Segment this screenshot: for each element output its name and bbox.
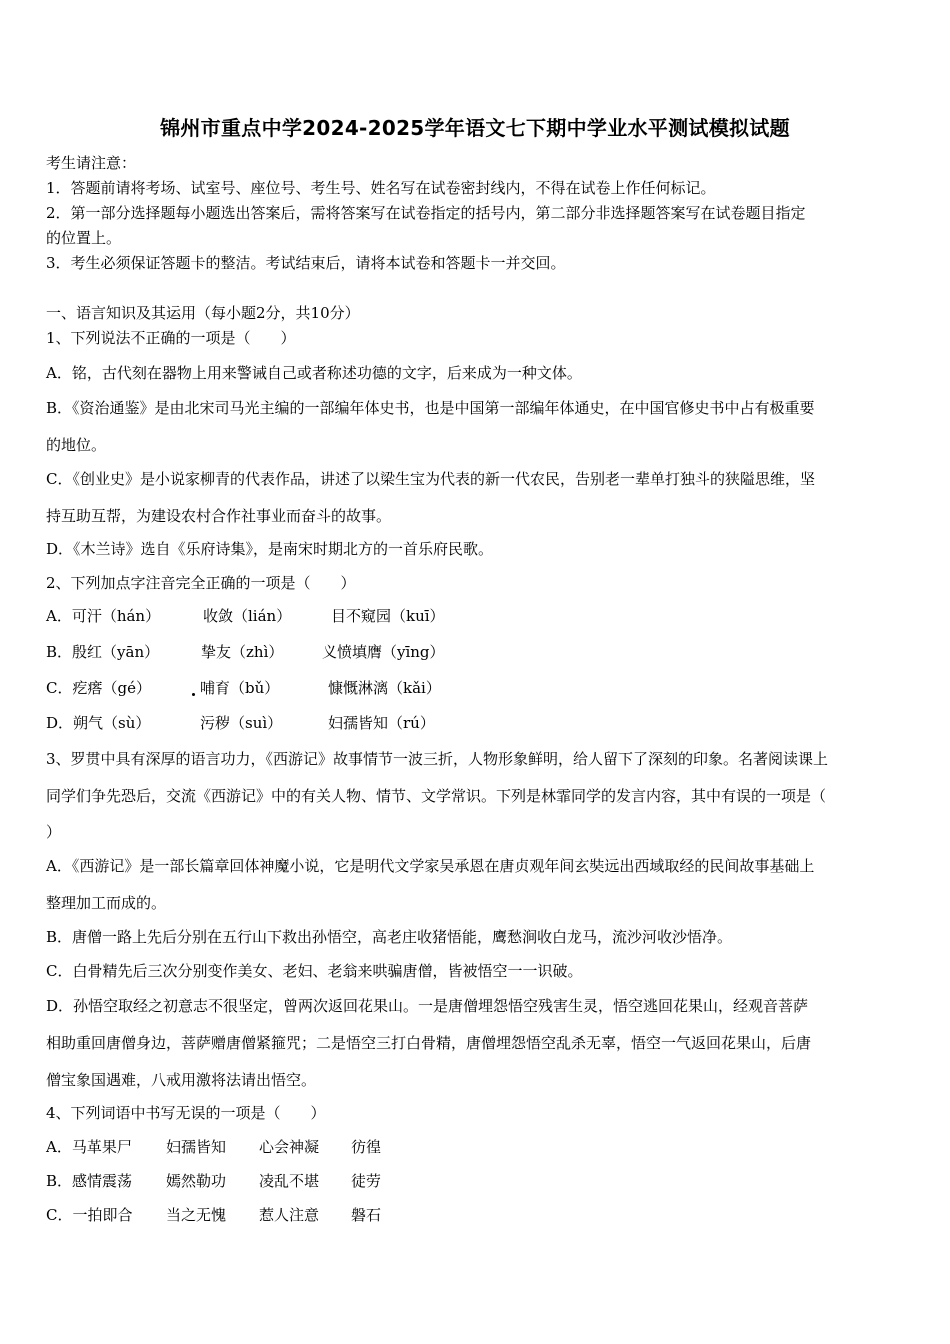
q1-option-c-cont: 持互助互帮，为建设农村合作社事业而奋斗的故事。: [46, 507, 392, 525]
q2-option-a: [46, 605, 908, 626]
notice-heading: 考生请注意：: [46, 154, 137, 172]
notice-item-2: 2．第一部分选择题每小题选出答案后，需将答案写在试卷指定的括号内，第二部分非选择题答案写在试卷题目指定: [46, 204, 806, 222]
q2-option-d: [46, 712, 908, 733]
q2-c-item-3: 慷慨淋漓（kǎi）: [328, 679, 441, 697]
notice-item-3: 3．考生必须保证答题卡的整洁。考试结束后，请将本试卷和答题卡一并交回。: [46, 254, 566, 272]
q4-b-word-2: 嫣然勒功: [166, 1172, 227, 1190]
q2-a-item-1: A．可汗（hán）: [46, 607, 161, 625]
q4-option-a: [46, 1136, 908, 1157]
q4-option-c: [46, 1204, 908, 1225]
q2-a-item-3: 目不窥园（kuī）: [331, 607, 445, 625]
q3-option-a: A．《西游记》是一部长篇章回体神魔小说，它是明代文学家吴承恩在唐贞观年间玄奘远出西域取经的民间故事基础上: [46, 857, 815, 875]
q4-stem: 4、下列词语中书写无误的一项是（ ）: [46, 1104, 326, 1122]
q4-c-word-4: 磐石: [351, 1206, 382, 1224]
q4-option-b: [46, 1170, 908, 1191]
q3-option-b: B．唐僧一路上先后分别在五行山下救出孙悟空，高老庄收猪悟能，鹰愁涧收白龙马，流沙河收沙悟净。: [46, 928, 733, 946]
q4-a-word-2: 妇孺皆知: [166, 1138, 227, 1156]
q4-b-word-4: 徒劳: [351, 1172, 382, 1190]
q2-c-item-1: C．疙瘩（gé）: [46, 679, 151, 697]
q3-option-a-cont: 整理加工而成的。: [46, 894, 167, 912]
q2-c-item-2: 哺育（bǔ）: [200, 679, 280, 697]
emphasis-dot: [192, 693, 195, 696]
q2-a-item-2: 收敛（lián）: [203, 607, 292, 625]
q1-option-a: A．铭，古代刻在器物上用来警诫自己或者称述功德的文字，后来成为一种文体。: [46, 364, 582, 382]
q2-stem: 2、下列加点字注音完全正确的一项是（ ）: [46, 574, 356, 592]
q4-c-word-3: 惹人注意: [259, 1206, 320, 1224]
q2-d-item-1: D．朔气（sù）: [46, 714, 151, 732]
q2-b-item-3: 义愤填膺（yīng）: [322, 643, 445, 661]
q3-option-d-cont-1: 相助重回唐僧身边，菩萨赠唐僧紧箍咒；二是悟空三打白骨精，唐僧埋怨悟空乱杀无辜，悟空一气返回花果山，后唐: [46, 1034, 812, 1052]
q4-a-word-4: 彷徨: [351, 1138, 382, 1156]
q1-option-d: D．《木兰诗》选自《乐府诗集》，是南宋时期北方的一首乐府民歌。: [46, 540, 494, 558]
section-heading: 一、语言知识及其运用（每小题2分，共10分）: [46, 304, 360, 322]
q3-stem-line-1: 3、罗贯中具有深厚的语言功力，《西游记》故事情节一波三折，人物形象鲜明，给人留下了深刻的印象。名著阅读课上: [46, 750, 829, 768]
q3-stem-line-3: ）: [46, 823, 62, 841]
q4-a-word-3: 心会神凝: [259, 1138, 320, 1156]
q1-option-b: B．《资治通鉴》是由北宋司马光主编的一部编年体史书，也是中国第一部编年体通史，在中国官修史书中占有极重要: [46, 399, 815, 417]
q4-c-word-2: 当之无愧: [166, 1206, 227, 1224]
q2-d-item-2: 污秽（suì）: [200, 714, 283, 732]
q4-b-word-1: B．感情震荡: [46, 1172, 133, 1190]
q2-b-item-2: 挚友（zhì）: [201, 643, 284, 661]
q1-option-b-cont: 的地位。: [46, 436, 107, 454]
q2-option-c: [46, 677, 908, 698]
q2-option-b: [46, 641, 908, 662]
q4-a-word-1: A．马革果尸: [46, 1138, 132, 1156]
q3-option-c: C．白骨精先后三次分别变作美女、老妇、老翁来哄骗唐僧，皆被悟空一一识破。: [46, 962, 583, 980]
notice-item-1: 1．答题前请将考场、试室号、座位号、考生号、姓名写在试卷密封线内，不得在试卷上作任何标记。: [46, 179, 716, 197]
notice-item-2-cont: 的位置上。: [46, 229, 122, 247]
page-title: 锦州市重点中学2024-2025学年语文七下期中学业水平测试模拟试题: [160, 116, 790, 140]
q3-stem-line-2: 同学们争先恐后，交流《西游记》中的有关人物、情节、文学常识。下列是林霏同学的发言内容，其中有误的一项是（: [46, 787, 827, 805]
q3-option-d: D．孙悟空取经之初意志不很坚定，曾两次返回花果山。一是唐僧埋怨悟空残害生灵，悟空逃回花果山，经观音菩萨: [46, 997, 809, 1015]
q4-c-word-1: C．一拍即合: [46, 1206, 133, 1224]
q1-option-c: C．《创业史》是小说家柳青的代表作品，讲述了以梁生宝为代表的新一代农民，告别老一辈单打独斗的狭隘思维，坚: [46, 470, 815, 488]
q2-b-item-1: B．殷红（yān）: [46, 643, 160, 661]
q2-d-item-3: 妇孺皆知（rú）: [328, 714, 435, 732]
q3-option-d-cont-2: 僧宝象国遇难，八戒用激将法请出悟空。: [46, 1071, 317, 1089]
q4-b-word-3: 凌乱不堪: [259, 1172, 320, 1190]
q1-stem: 1、下列说法不正确的一项是（ ）: [46, 329, 296, 347]
